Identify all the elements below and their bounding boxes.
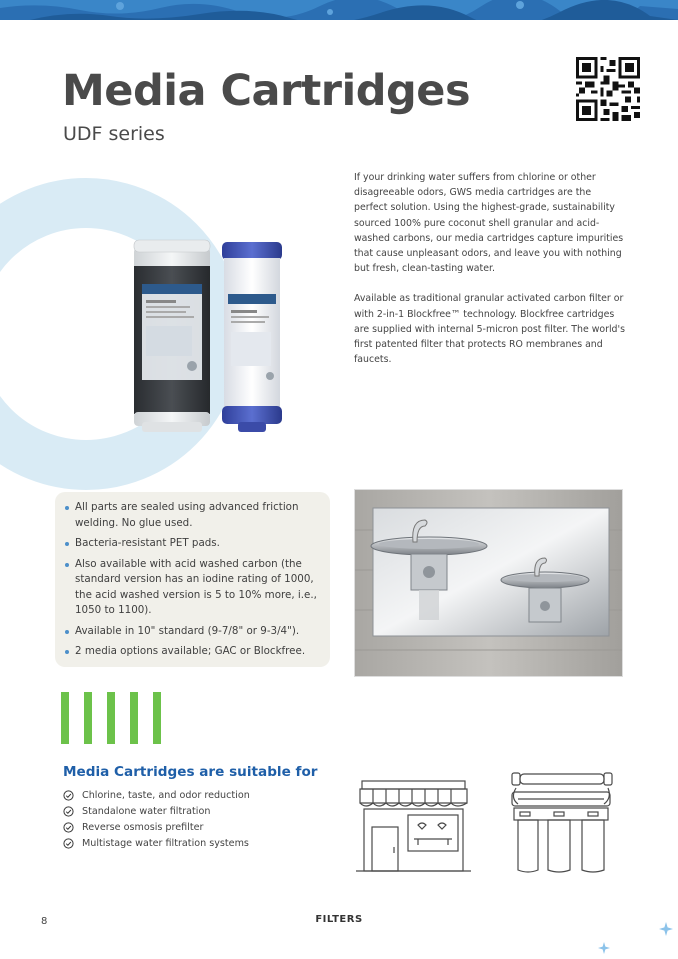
qr-code[interactable] [576, 57, 640, 121]
store-icon [356, 779, 471, 875]
feature-item: Also available with acid washed carbon (the standard version has an iodine rating of 1000, the acid washed version is 5 to 10% more, i.e., 1050 to 1100). [64, 557, 320, 619]
list-item [63, 787, 250, 803]
list-item-label: Standalone water filtration [82, 805, 211, 817]
list-item [63, 803, 250, 819]
footer-section-label: FILTERS [315, 914, 363, 925]
intro-text [354, 170, 626, 367]
feature-item: All parts are sealed using advanced friction welding. No glue used. [64, 500, 320, 531]
check-circle-icon [63, 790, 74, 801]
page-number: 8 [41, 916, 48, 927]
features-list [64, 500, 320, 660]
feature-item: Bacteria-resistant PET pads. [64, 536, 320, 552]
page-title: Media Cartridges [62, 66, 471, 116]
check-circle-icon [63, 822, 74, 833]
page-subtitle: UDF series [63, 123, 165, 145]
check-circle-icon [63, 806, 74, 817]
suitable-for-title: Media Cartridges are suitable for [63, 764, 318, 780]
intro-paragraph: If your drinking water suffers from chlorine or other disagreeable odors, GWS media cartridges are the perfect solution. Using the highest-grade, sustainability sourced 100% pure coconut shell granular and acid-washed carbons, our media cartridges capture impurities that cause unpleasant odors, and leave you with nothing but fresh, clean-tasting water. [354, 172, 624, 275]
star-icon [659, 922, 673, 936]
features-box [55, 492, 330, 667]
star-icon [598, 942, 610, 954]
list-item-label: Chlorine, taste, and odor reduction [82, 789, 250, 801]
check-circle-icon [63, 838, 74, 849]
suitable-for-list [63, 787, 250, 851]
list-item [63, 835, 250, 851]
feature-item: 2 media options available; GAC or Blockfree. [64, 644, 320, 660]
list-item-label: Multistage water filtration systems [82, 837, 249, 849]
photo-drinking-fountains [354, 489, 623, 677]
ro-system-icon [508, 770, 614, 876]
list-item-label: Reverse osmosis prefilter [82, 821, 204, 833]
intro-paragraph: Available as traditional granular activated carbon filter or with 2-in-1 Blockfree™ technology. Blockfree cartridges are supplied with internal 5-micron post filter. The world's first patented filter that protects RO membranes and faucets. [354, 293, 625, 366]
top-decorative-band [0, 0, 678, 20]
product-image-cartridges [128, 236, 288, 438]
list-item [63, 819, 250, 835]
feature-item: Available in 10" standard (9-7/8" or 9-3/4"). [64, 624, 320, 640]
